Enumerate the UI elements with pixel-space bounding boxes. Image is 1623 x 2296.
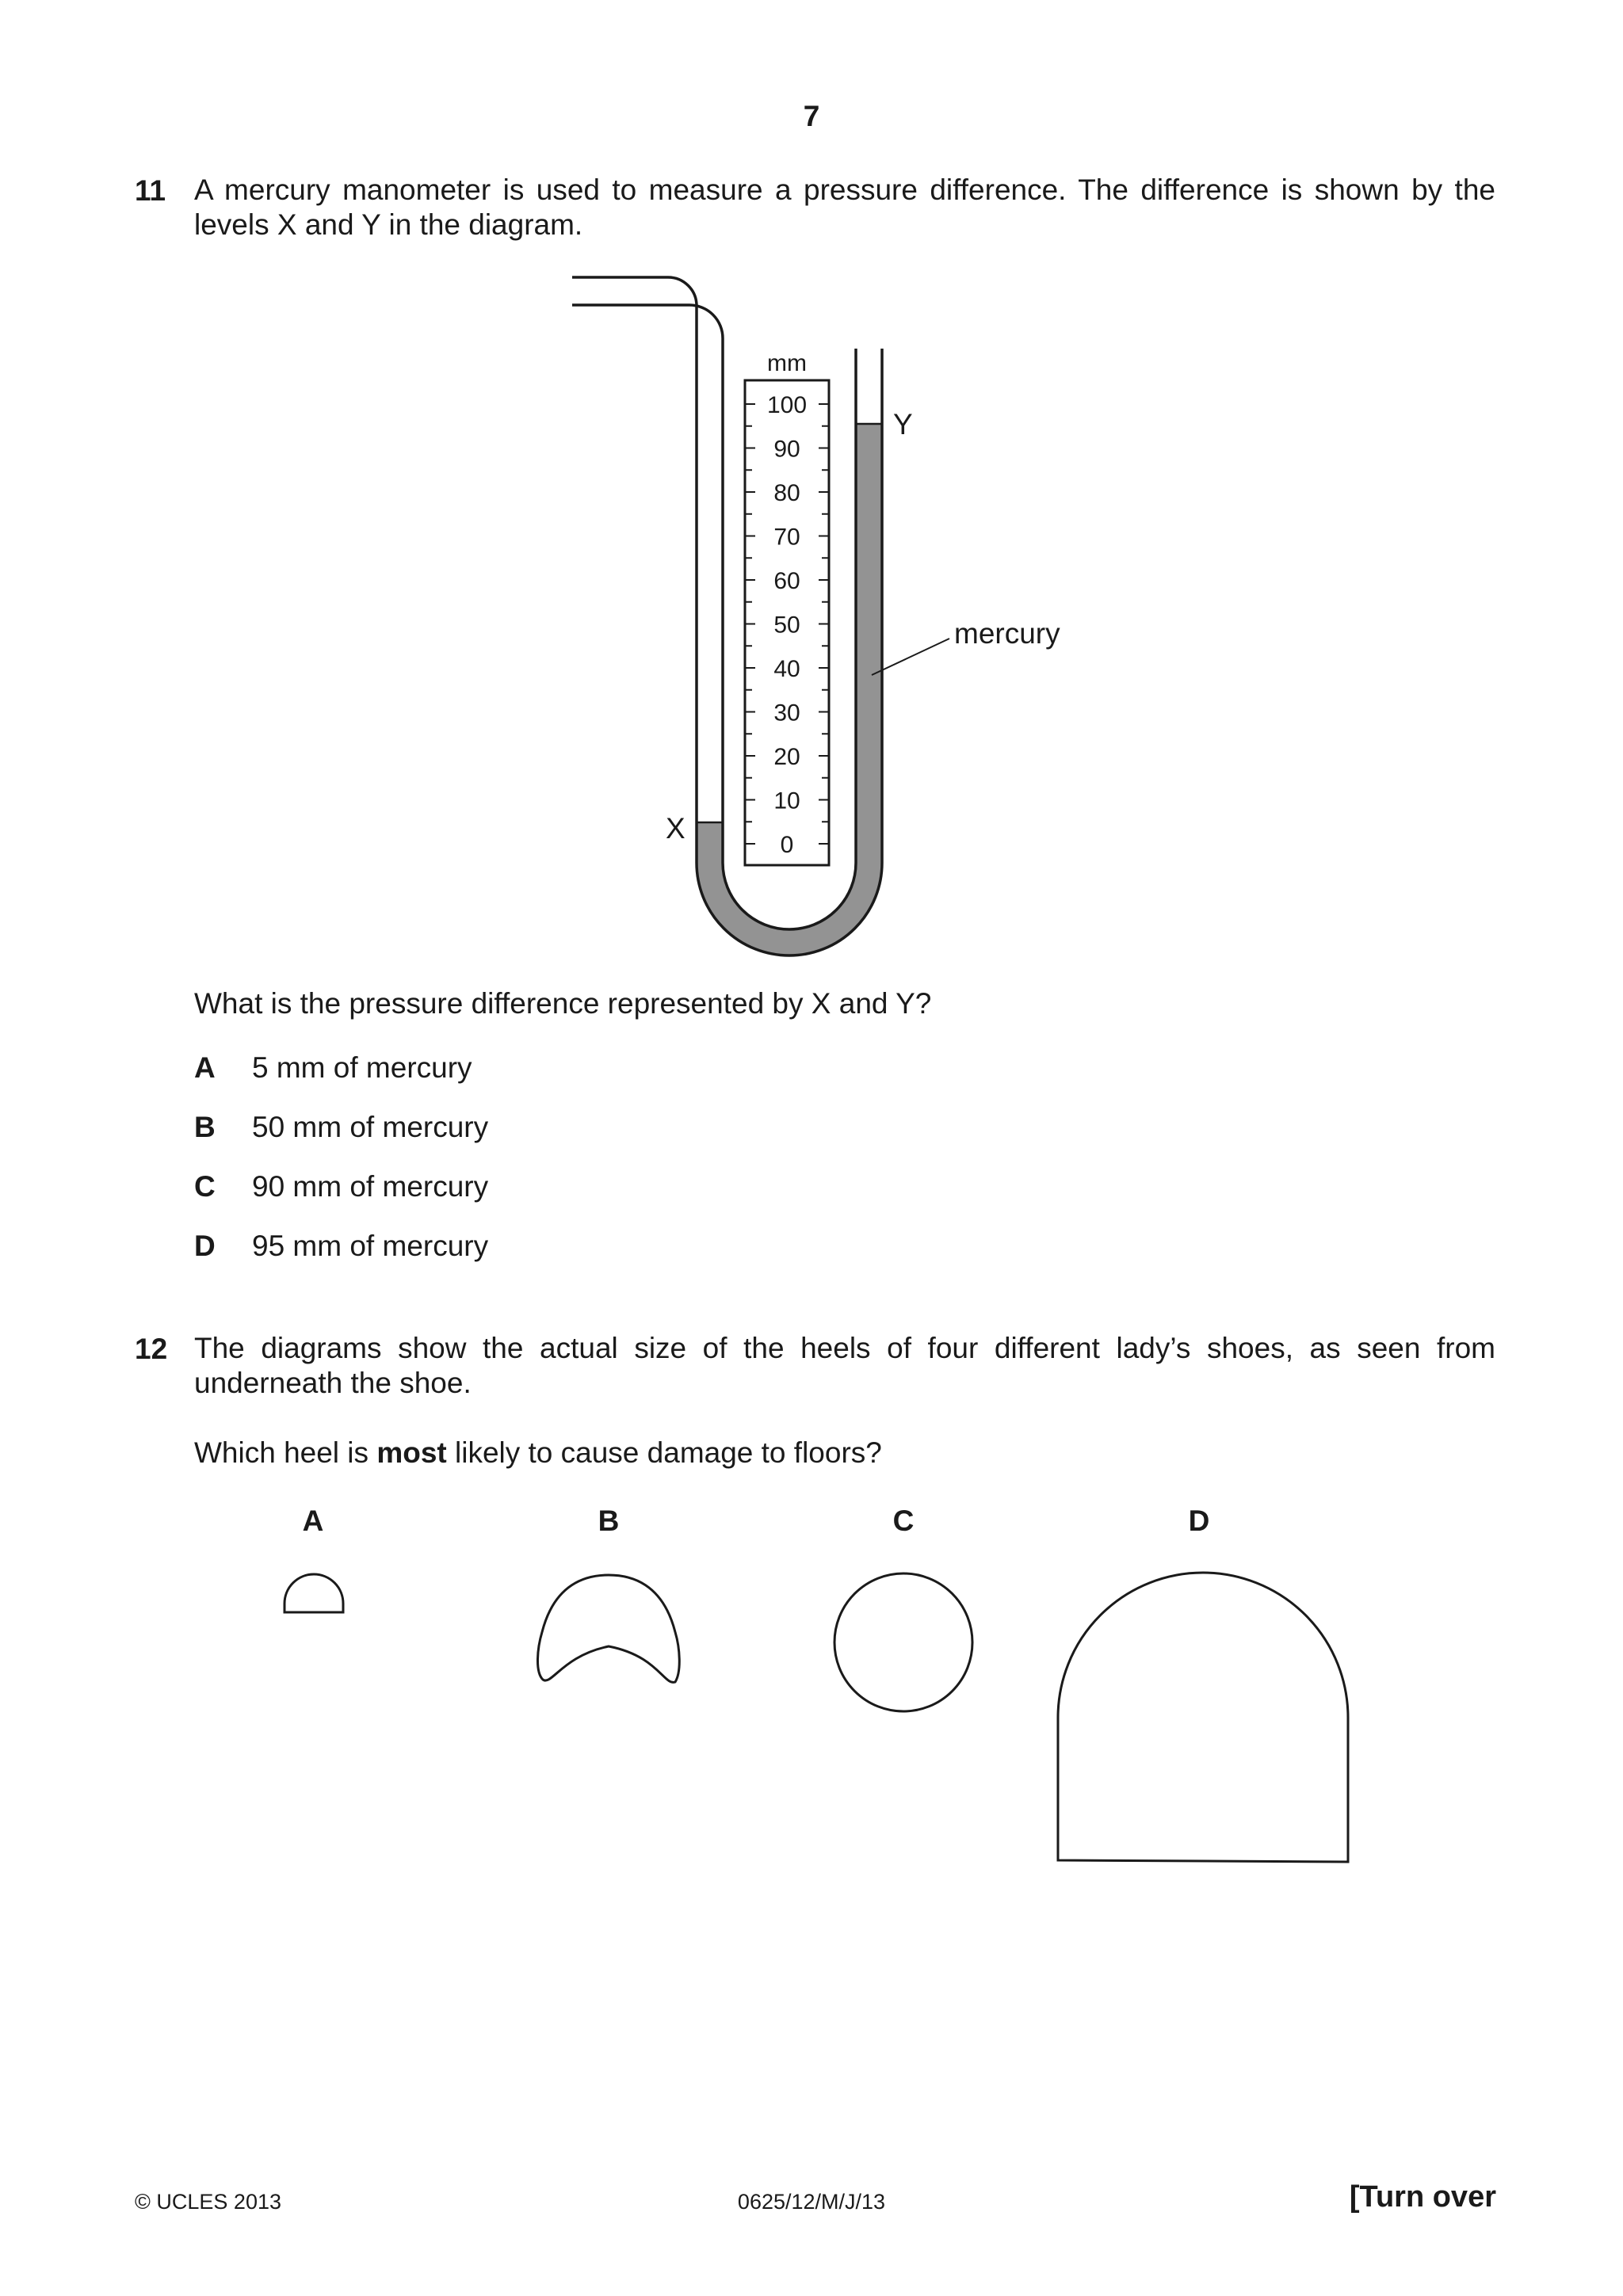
prompt-pre: Which heel is xyxy=(194,1436,377,1469)
heel-c-label: C xyxy=(892,1505,915,1537)
scale-label: 70 xyxy=(773,524,800,551)
question-11-prompt: What is the pressure difference represented by X and Y? xyxy=(194,987,932,1020)
option-d-letter[interactable]: D xyxy=(194,1230,216,1262)
scale-unit-label: mm xyxy=(767,350,807,376)
question-12-text: The diagrams show the actual size of the heels of four different lady’s shoes, as seen from underneath the shoe. xyxy=(194,1332,1495,1399)
heel-b-label: B xyxy=(598,1505,620,1537)
scale-label: 40 xyxy=(773,656,800,682)
heel-b-shape xyxy=(537,1575,679,1682)
heels-diagram xyxy=(238,1497,1387,1878)
footer-code: 0625/12/M/J/13 xyxy=(737,2190,886,2214)
manometer-diagram xyxy=(555,261,1094,974)
scale-label: 100 xyxy=(766,392,808,418)
scale-label: 10 xyxy=(773,788,800,814)
heel-a-shape xyxy=(285,1574,343,1612)
scale-label: 50 xyxy=(773,612,800,639)
option-c-text[interactable]: 90 mm of mercury xyxy=(252,1170,489,1203)
heel-d-label: D xyxy=(1188,1505,1210,1537)
option-a-text[interactable]: 5 mm of mercury xyxy=(252,1051,472,1084)
heel-a-label: A xyxy=(302,1505,324,1537)
question-11-text: A mercury manometer is used to measure a pressure difference. The difference is shown by the levels X and Y in the diagram. xyxy=(194,174,1495,241)
scale-label: 0 xyxy=(780,832,794,858)
scale-label: 80 xyxy=(773,480,800,506)
option-c-letter[interactable]: C xyxy=(194,1170,216,1203)
page-number: 7 xyxy=(803,100,820,132)
question-12-prompt xyxy=(194,1436,882,1470)
heel-c-shape xyxy=(834,1573,972,1711)
option-a-letter[interactable]: A xyxy=(194,1051,216,1084)
turn-over-label: [Turn over xyxy=(1349,2180,1496,2214)
option-d-text[interactable]: 95 mm of mercury xyxy=(252,1230,489,1262)
label-mercury: mercury xyxy=(954,617,1060,650)
label-y: Y xyxy=(893,408,913,441)
prompt-bold: most xyxy=(376,1436,447,1469)
manometer-tube-outer xyxy=(572,277,882,955)
scale-label: 20 xyxy=(773,744,800,770)
prompt-post: likely to cause damage to floors? xyxy=(446,1436,882,1469)
scale-label: 90 xyxy=(773,436,800,463)
label-x: X xyxy=(666,812,685,845)
scale-label: 30 xyxy=(773,700,800,727)
question-12-number: 12 xyxy=(135,1333,168,1365)
scale-label: 60 xyxy=(773,568,800,594)
question-11-number: 11 xyxy=(135,174,166,207)
heel-d-shape xyxy=(1058,1573,1348,1862)
option-b-letter[interactable]: B xyxy=(194,1111,216,1143)
footer-copyright: © UCLES 2013 xyxy=(135,2190,281,2214)
option-b-text[interactable]: 50 mm of mercury xyxy=(252,1111,489,1143)
